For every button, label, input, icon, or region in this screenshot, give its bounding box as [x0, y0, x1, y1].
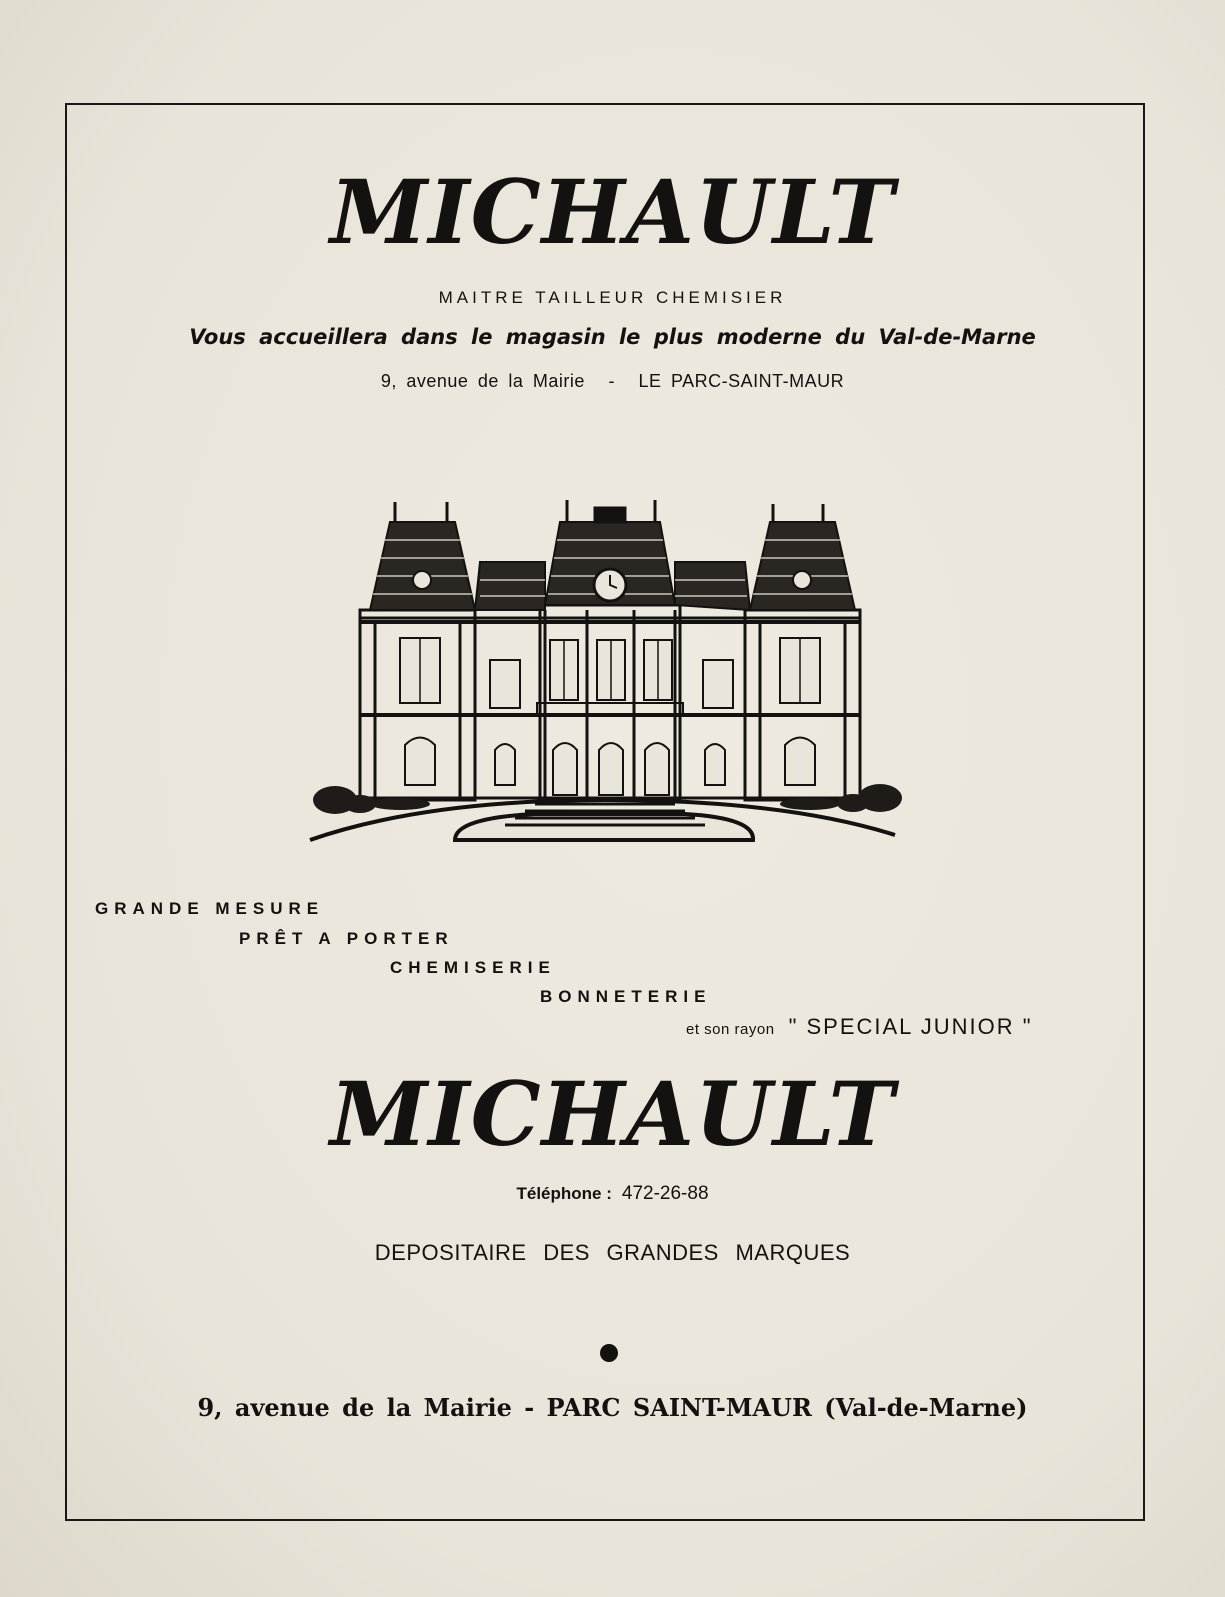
phone-number: 472-26-88 [621, 1183, 709, 1204]
brand-title-top: MICHAULT [330, 160, 895, 264]
phone-label: Téléphone : [516, 1184, 612, 1203]
category-grande-mesure: GRANDE MESURE [95, 899, 325, 918]
address-bottom: 9, avenue de la Mairie - PARC SAINT-MAUR (Val-de-Marne) [197, 1393, 1028, 1422]
special-junior-line [686, 1014, 1033, 1040]
address-separator: - [608, 371, 615, 391]
rayon-name: " SPECIAL JUNIOR " [788, 1014, 1033, 1039]
bullet-dot-icon [600, 1344, 618, 1362]
rayon-prefix: et son rayon [686, 1021, 775, 1038]
brand-title-bottom: MICHAULT [330, 1062, 895, 1166]
telephone-line [0, 1183, 1225, 1205]
category-chemiserie: CHEMISERIE [390, 958, 556, 977]
subtitle: MAITRE TAILLEUR CHEMISIER [438, 288, 787, 307]
tagline: Vous accueillera dans le magasin le plus moderne du Val-de-Marne [189, 325, 1036, 349]
depositaire-line: DEPOSITAIRE DES GRANDES MARQUES [374, 1240, 851, 1265]
address-street: 9, avenue de la Mairie [380, 371, 585, 391]
category-pret-a-porter: PRÊT A PORTER [239, 929, 454, 948]
chateau-building-icon [305, 500, 905, 860]
category-bonneterie: BONNETERIE [540, 987, 712, 1006]
address-top [0, 371, 1225, 392]
address-city: LE PARC-SAINT-MAUR [638, 371, 845, 391]
